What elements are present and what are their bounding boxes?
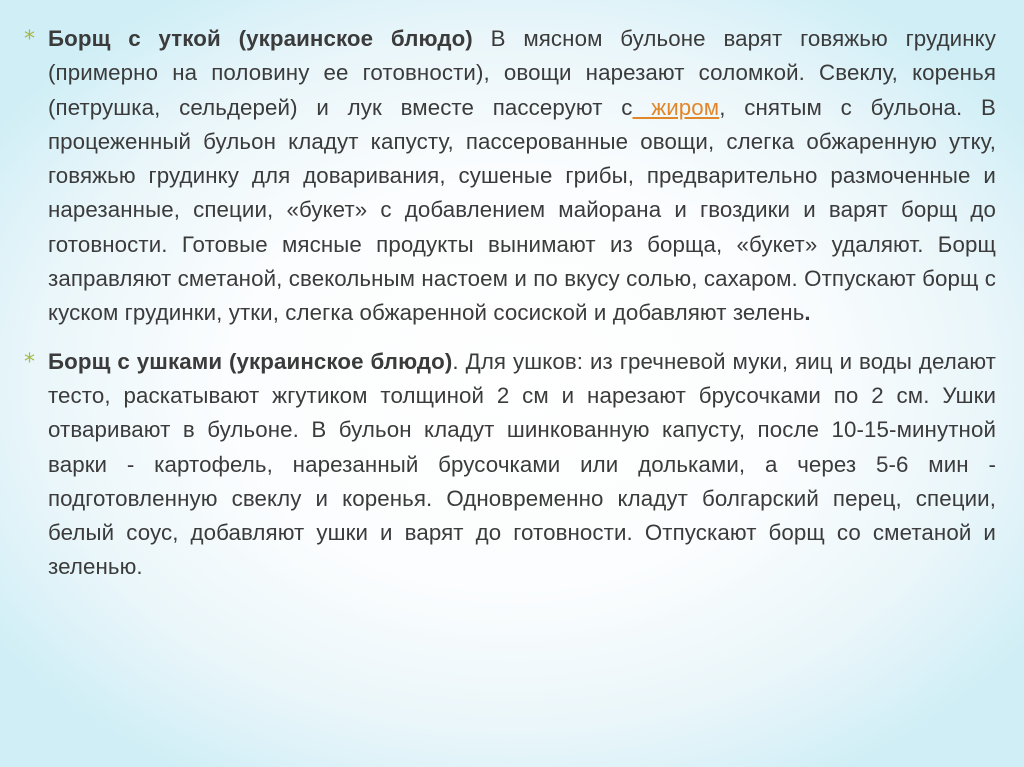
bullet-star-icon: * [24, 349, 35, 375]
paragraph-borscht-duck [24, 22, 996, 331]
fat-link[interactable]: жиром [632, 94, 720, 120]
recipe-end-period: . [804, 300, 811, 326]
recipe-title: Борщ с ушками (украинское блюдо) [48, 348, 453, 374]
recipe-body-continued: , снятым с бульона. В процеженный бульон кладут капусту, пассерованные овощи, слегка обжаренную утку, говяжью грудинку для доваривания, сушеные грибы, предварительно размоченные и нарезанные, специи, «букет» с добавлением майорана и гвоздики и варят борщ до готовности. Готовые мясные продукты вынимают из борща, «букет» удаляют. Борщ заправляют сметаной, свекольным настоем и по вкусу солью, сахаром. Отпускают борщ с куском грудинки, утки, слегка обжаренной сосиской и добавляют зелень [48, 94, 996, 326]
paragraph-text [48, 345, 996, 585]
slide-content [24, 22, 996, 599]
bullet-star-icon: * [24, 27, 35, 52]
recipe-body: . Для ушков: из гречневой муки, яиц и воды делают тесто, раскатывают жгутиком толщиной 2 см и нарезают брусочками по 2 см. Ушки отваривают в бульоне. В бульон кладут шинкованную капусту, после 10-15-минутной варки - картофель, нарезанный брусочками или дольками, а через 5-6 мин - подготовленную свеклу и коренья. Одновременно кладут болгарский перец, специи, белый соус, добавляют ушки и варят до готовности. Отпускают борщ со сметаной и зеленью. [48, 348, 996, 580]
recipe-title: Борщ с уткой (украинское блюдо) [48, 26, 473, 51]
paragraph-borscht-dumplings [24, 345, 996, 585]
paragraph-text [48, 22, 996, 331]
recipe-body: В мясном бульоне варят говяжью грудинку (примерно на половину ее готовности), овощи нарезают соломкой. Свеклу, коренья (петрушка, сельдерей) и лук вместе пассеруют с [48, 26, 996, 120]
